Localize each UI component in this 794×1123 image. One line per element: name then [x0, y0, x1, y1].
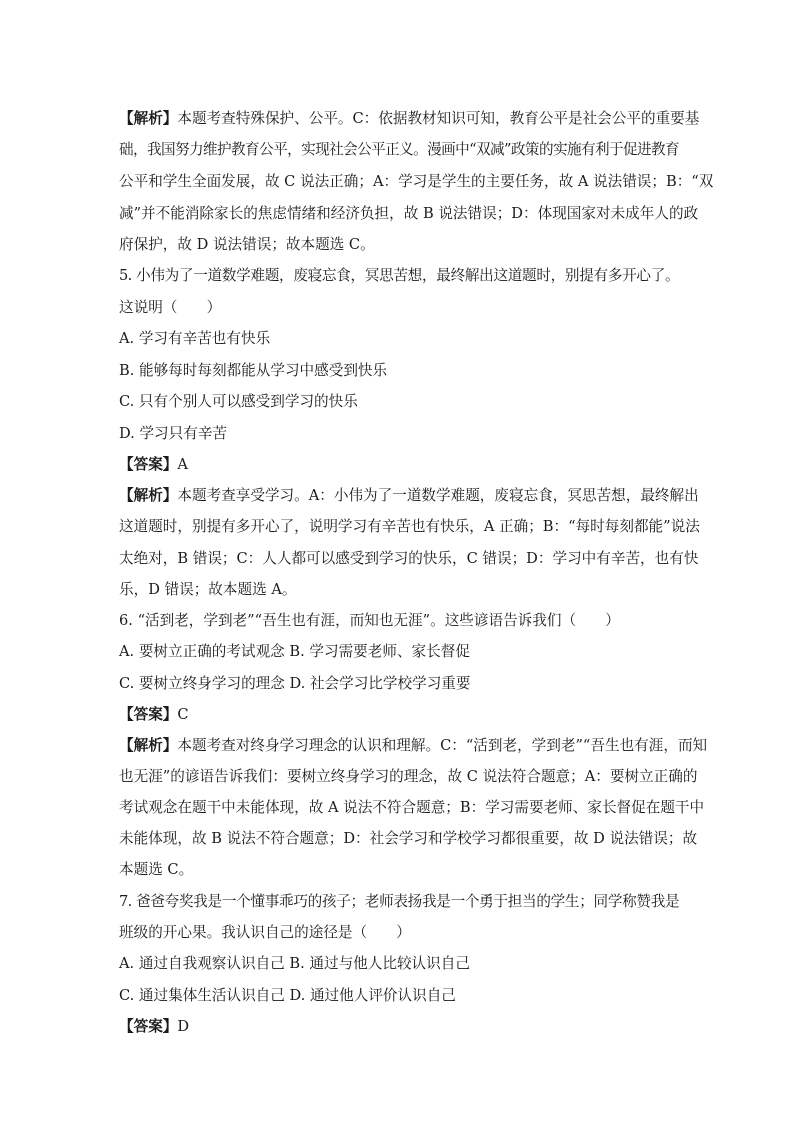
q4-analysis-line-2: 础，我国努力维护教育公平，实现社会公平正义。漫画中“双减”政策的实施有利于促进教育 — [119, 141, 679, 158]
analysis-label: 【解析】 — [119, 737, 178, 754]
analysis-label: 【解析】 — [119, 110, 178, 127]
q5-option-b: B. 能够每时每刻都能从学习中感受到快乐 — [119, 362, 388, 379]
answer-label: 【答案】 — [119, 706, 178, 723]
q5-analysis-line-3: 太绝对，B 错误；C：人人都可以感受到学习的快乐，C 错误；D：学习中有辛苦，也有快 — [119, 550, 699, 567]
answer-value: C — [177, 706, 189, 723]
q5-option-d: D. 学习只有辛苦 — [119, 425, 228, 442]
q5-option-a: A. 学习有辛苦也有快乐 — [119, 330, 271, 347]
q6-analysis-line-3: 考试观念在题干中未能体现，故 A 说法不符合题意；B：学习需要老师、家长督促在题干中 — [119, 799, 705, 816]
q5-stem-line-2: 这说明（ ） — [119, 299, 222, 316]
q7-options-ab: A. 通过自我观察认识自己 B. 通过与他人比较认识自己 — [119, 955, 470, 972]
q6-analysis-line-4: 未能体现，故 B 说法不符合题意；D：社会学习和学校学习都很重要，故 D 说法错误；故 — [119, 830, 698, 847]
q6-options-cd: C. 要树立终身学习的理念 D. 社会学习比学校学习重要 — [119, 675, 471, 692]
q4-analysis-line-4: 减”并不能消除家长的焦虑情绪和经济负担，故 B 说法错误；D：体现国家对未成年人的政 — [119, 205, 699, 222]
answer-value: A — [177, 456, 188, 473]
q7-stem-line-2: 班级的开心果。我认识自己的途径是（ ） — [119, 924, 411, 941]
answer-label: 【答案】 — [119, 1018, 178, 1035]
analysis-label: 【解析】 — [119, 487, 178, 504]
q5-option-c: C. 只有个别人可以感受到学习的快乐 — [119, 393, 358, 410]
q4-analysis-line-3: 公平和学生全面发展，故 C 说法正确；A：学习是学生的主要任务，故 A 说法错误；B：“双 — [119, 173, 714, 190]
q5-analysis-line-1: 【解析】本题考查享受学习。A：小伟为了一道数学难题，废寝忘食，冥思苦想，最终解出 — [119, 487, 699, 504]
q6-analysis-line-1: 【解析】本题考查对终身学习理念的认识和理解。C：“活到老，学到老”“吾生也有涯，而知 — [119, 737, 708, 754]
q5-stem-line-1: 5. 小伟为了一道数学难题，废寝忘食，冥思苦想，最终解出这道题时，别提有多开心了。 — [119, 267, 679, 284]
answer-label: 【答案】 — [119, 456, 178, 473]
q5-answer — [119, 455, 679, 475]
q6-analysis-line-5: 本题选 C。 — [119, 861, 194, 878]
q5-analysis-line-4: 乐，D 错误；故本题选 A。 — [119, 581, 297, 598]
q6-stem: 6. “活到老，学到老”“吾生也有涯，而知也无涯”。这些谚语告诉我们（ ） — [119, 612, 620, 629]
q6-options-ab: A. 要树立正确的考试观念 B. 学习需要老师、家长督促 — [119, 643, 470, 660]
q6-analysis-line-2: 也无涯”的谚语告诉我们：要树立终身学习的理念，故 C 说法符合题意；A：要树立正确的 — [119, 768, 698, 785]
answer-value: D — [177, 1018, 190, 1035]
q4-analysis-line-1: 【解析】本题考查特殊保护、公平。C：依据教材知识可知，教育公平是社会公平的重要基 — [119, 110, 700, 127]
q5-analysis-line-2: 这道题时，别提有多开心了，说明学习有辛苦也有快乐，A 正确；B：“每时每刻都能”说法 — [119, 518, 700, 535]
q7-answer — [119, 1017, 679, 1037]
q4-analysis-line-5: 府保护，故 D 说法错误；故本题选 C。 — [119, 236, 375, 253]
q7-options-cd: C. 通过集体生活认识自己 D. 通过他人评价认识自己 — [119, 987, 456, 1004]
q6-answer — [119, 705, 679, 725]
q7-stem-line-1: 7. 爸爸夸奖我是一个懂事乖巧的孩子；老师表扬我是一个勇于担当的学生；同学称赞我是 — [119, 893, 679, 910]
